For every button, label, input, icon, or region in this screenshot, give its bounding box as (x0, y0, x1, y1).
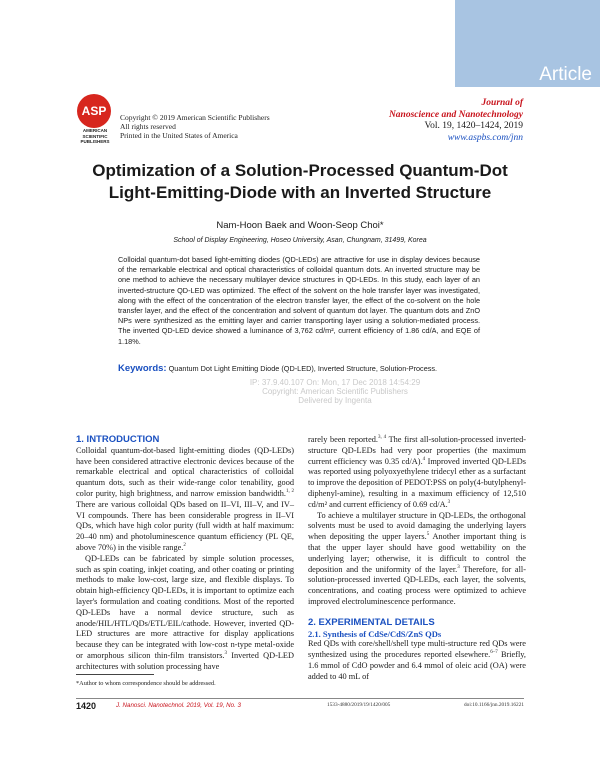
right-column (308, 435, 526, 683)
experimental-heading: 2. EXPERIMENTAL DETAILS (308, 616, 435, 628)
citation[interactable]: 3 (447, 500, 451, 506)
journal-website-link[interactable]: www.aspbs.com/jnn (447, 132, 523, 143)
intro-paragraph-2: QD-LEDs can be fabricated by simple solution processes, such as spin coating, inkjet coating, and other coating or printing methods to make low-cost, large size, and flexible displays. To obtain high-efficiency QD-LEDs, it is important to optimize each layer's formulation and coating conditions. Most of the reported QD-LEDs have a normal device structure, such as anode/HIL/HTL/QDs/ETL/EIL/cathode. However, inverted QD-LED structures are more attractive for display applications because they can be integrated with low-cost n-type metal-oxide or amorphous silicon thin-film transistors.$^3$ Inverted QD-LED architectures with solution processing have (76, 553, 294, 671)
citation[interactable]: 6–7 (490, 650, 498, 656)
copyright-line: All rights reserved (120, 122, 176, 131)
title-line: Optimization of a Solution-Processed Quantum-Dot (92, 161, 508, 180)
citation[interactable]: 3, 4 (378, 435, 387, 441)
intro-heading: 1. INTRODUCTION (76, 434, 160, 445)
citation[interactable]: 5 (426, 532, 430, 538)
download-watermark (235, 378, 435, 405)
watermark-line: IP: 37.9.40.107 On: Mon, 17 Dec 2018 14:54:29 (249, 378, 421, 387)
synthesis-subheading: 2.1. Synthesis of CdSe/CdS/ZnS QDs (308, 628, 442, 639)
keywords-list: Quantum Dot Light Emitting Diode (QD-LED), Inverted Structure, Solution-Process. (168, 364, 438, 373)
publisher-name: AMERICAN SCIENTIFIC PUBLISHERS (80, 128, 110, 144)
journal-name-line2: Nanoscience and Nanotechnology (388, 109, 523, 120)
footnote-rule (76, 674, 154, 675)
footer-divider (76, 698, 524, 699)
citation[interactable]: 4 (422, 456, 426, 462)
issn: 1533-4880/2019/19/1420/005 (327, 702, 391, 708)
journal-name-line1: Journal of (481, 98, 523, 108)
affiliation: School of Display Engineering, Hoseo University, Asan, Chungnam, 31499, Korea (173, 237, 427, 244)
watermark-line: Delivered by Ingenta (298, 396, 372, 405)
article-label: Article (539, 64, 592, 85)
journal-volume: Vol. 19, 1420–1424, 2019 (424, 121, 523, 131)
journal-info (389, 98, 523, 144)
watermark-line: Copyright: American Scientific Publishers (262, 387, 408, 396)
doi-link[interactable]: doi:10.1166/jnn.2019.16221 (464, 702, 524, 708)
paper-title (60, 160, 540, 204)
citation[interactable]: 2 (183, 543, 186, 549)
journal-reference: J. Nanosci. Nanotechnol. 2019, Vol. 19, No. 3 (116, 702, 241, 709)
copyright-notice (120, 113, 270, 140)
left-column (76, 435, 294, 673)
authors: Nam-Hoon Baek and Woon-Seop Choi* (216, 220, 384, 231)
page-number: 1420 (76, 701, 97, 711)
publisher-logo: ASP (77, 94, 111, 128)
experimental-paragraph-1: Red QDs with core/shell/shell type multi-structure red QDs were synthesized using the procedures reported elsewhere.$^{6-7}$ Briefly, 1.6 mmol of CdO powder and 6.4 mmol of oleic acid (OA) were added to 40 mL of (308, 639, 526, 681)
corresponding-author-footnote: *Author to whom correspondence should be addressed. (76, 680, 216, 687)
copyright-line: Printed in the United States of America (120, 131, 238, 140)
keywords (118, 363, 498, 374)
keywords-label: Keywords: (118, 363, 167, 374)
abstract: Colloidal quantum-dot based light-emitting diodes (QD-LEDs) are attractive for use in display devices because of the remarkable electrical and optical characteristics of colloidal quantum dots. An inverted structure may be one method to achieve the necessary multilayer device structures in QD-LEDs. In this study, each layer of an inverted-structure QD-LED was optimized. The effect of the solvent on the hole transfer layer was investigated, along with the effect of the concentration of the electron transfer layer, the effect of the co-solvent on the hole transfer layer, and the effect of the concentration and solvent of quantum dot layer. The quantum dots and ZnO NPs were synthesized as the emitting layer and carrier transporting layer using a solution-mediated process. The inverted QD-LED device showed a luminance of 3,762 cd/m², current efficiency of 1.86 cd/A, and EQE of 1.18%. (118, 255, 480, 346)
right-paragraph-2: To achieve a multilayer structure in QD-LEDs, the orthogonal solvents must be used to avoid damaging the underlying layers when depositing the upper layers.$^5$ Another important thing is that the upper layer should have good wettability on the underlying layer; otherwise, it is difficult to control the deposition and the uniformity of the layer.$^3$ Therefore, for all-solution-processed inverted QD-LEDs, each layer, the solvents, concentrations, and coating process were optimized to achieve improved electroluminescence performance. (308, 510, 526, 606)
intro-paragraph-1: Colloidal quantum-dot-based light-emitting diodes (QD-LEDs) have been considered attractive electronic devices because of the remarkable electrical and optical characteristics of colloidal quantum dots, such as their wide-range color tenability, good color purity, high brightness, and narrow emission bandwidth.$^{1, 2}$ There are various colloidal QDs based on II–VI, III–V, and IV–VI compounds. There has been considerable progress in II–VI QDs, which have high color purity (full width at half maximum: 20–40 nm) and photoluminescence quantum efficiency (PL QE, above 70%) in the visible range.$^2$ (76, 445, 295, 552)
citation[interactable]: 1, 2 (285, 489, 295, 495)
right-paragraph-1: rarely been reported.$^{3, 4}$ The first all-solution-processed inverted-structure QD-LEDs had very poor properties (the maximum current efficiency was 0.35 cd/A).$^4$ Improved inverted QD-LEDs was reported using polyoxyethylene tridecyl ether as a surfactant to improve the deposition of PEDOT:PSS on poly(4-butylphenyl-diphenyl-amine), resulting in a maximum efficiency of 12,510 cd/m² and current efficiency of 0.69 cd/A.$^3$ (308, 435, 526, 509)
copyright-line: Copyright © 2019 American Scientific Publishers (120, 113, 270, 122)
title-line: Light-Emitting-Diode with an Inverted Structure (108, 183, 492, 202)
citation[interactable]: 3 (457, 564, 460, 570)
citation[interactable]: 3 (224, 651, 228, 657)
